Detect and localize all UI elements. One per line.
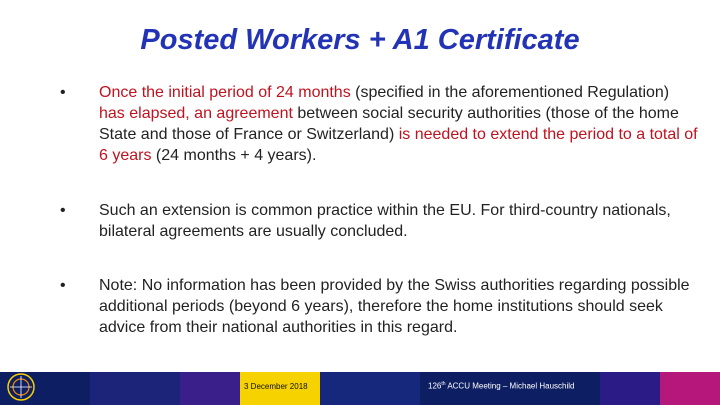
bullet-1-segment-1: Once the initial period of 24 months [99,84,351,101]
bullet-1-segment-2: (specified in the aforementioned Regulation) [350,84,670,101]
footer-bar [0,372,720,405]
bullet-1-segment-6: (24 months + 4 years). [151,147,317,164]
footer-segment [660,372,720,405]
bullet-marker: • [60,202,66,219]
bullet-marker: • [60,84,66,101]
bullet-text-2 [99,200,699,242]
slide-title: Posted Workers + A1 Certificate [140,24,580,56]
meeting-suffix: th [441,381,446,387]
footer-meeting-info [428,379,574,392]
meeting-number: 126 [428,381,442,391]
bullet-1-segment-3: has elapsed, an agreement [99,105,293,122]
bullet-1-segment-4: between social security authorities (those of the home State and those of France or Switzerland) [99,105,679,143]
footer-segment [180,372,240,405]
footer-segment [320,372,420,405]
bullet-1-segment-5: is needed to extend the period to a total of 6 years [99,126,698,164]
bullet-3-segment-1: Note: No information has been provided by the Swiss authorities regarding possible additional periods (beyond 6 years), therefore the home institutions should seek advice from their national authorities in this regard. [99,277,690,336]
bullet-2-segment-1: Such an extension is common practice within the EU. For third-country nationals, bilateral agreements are usually concluded. [99,202,671,240]
footer-segment [600,372,660,405]
cern-logo-icon [6,372,36,402]
meeting-text: ACCU Meeting – Michael Hauschild [445,381,575,391]
bullet-text-3 [99,275,699,338]
bullet-marker: • [60,277,66,294]
footer-segment [90,372,180,405]
footer-date: 3 December 2018 [242,381,318,393]
bullet-text-1 [99,82,699,166]
